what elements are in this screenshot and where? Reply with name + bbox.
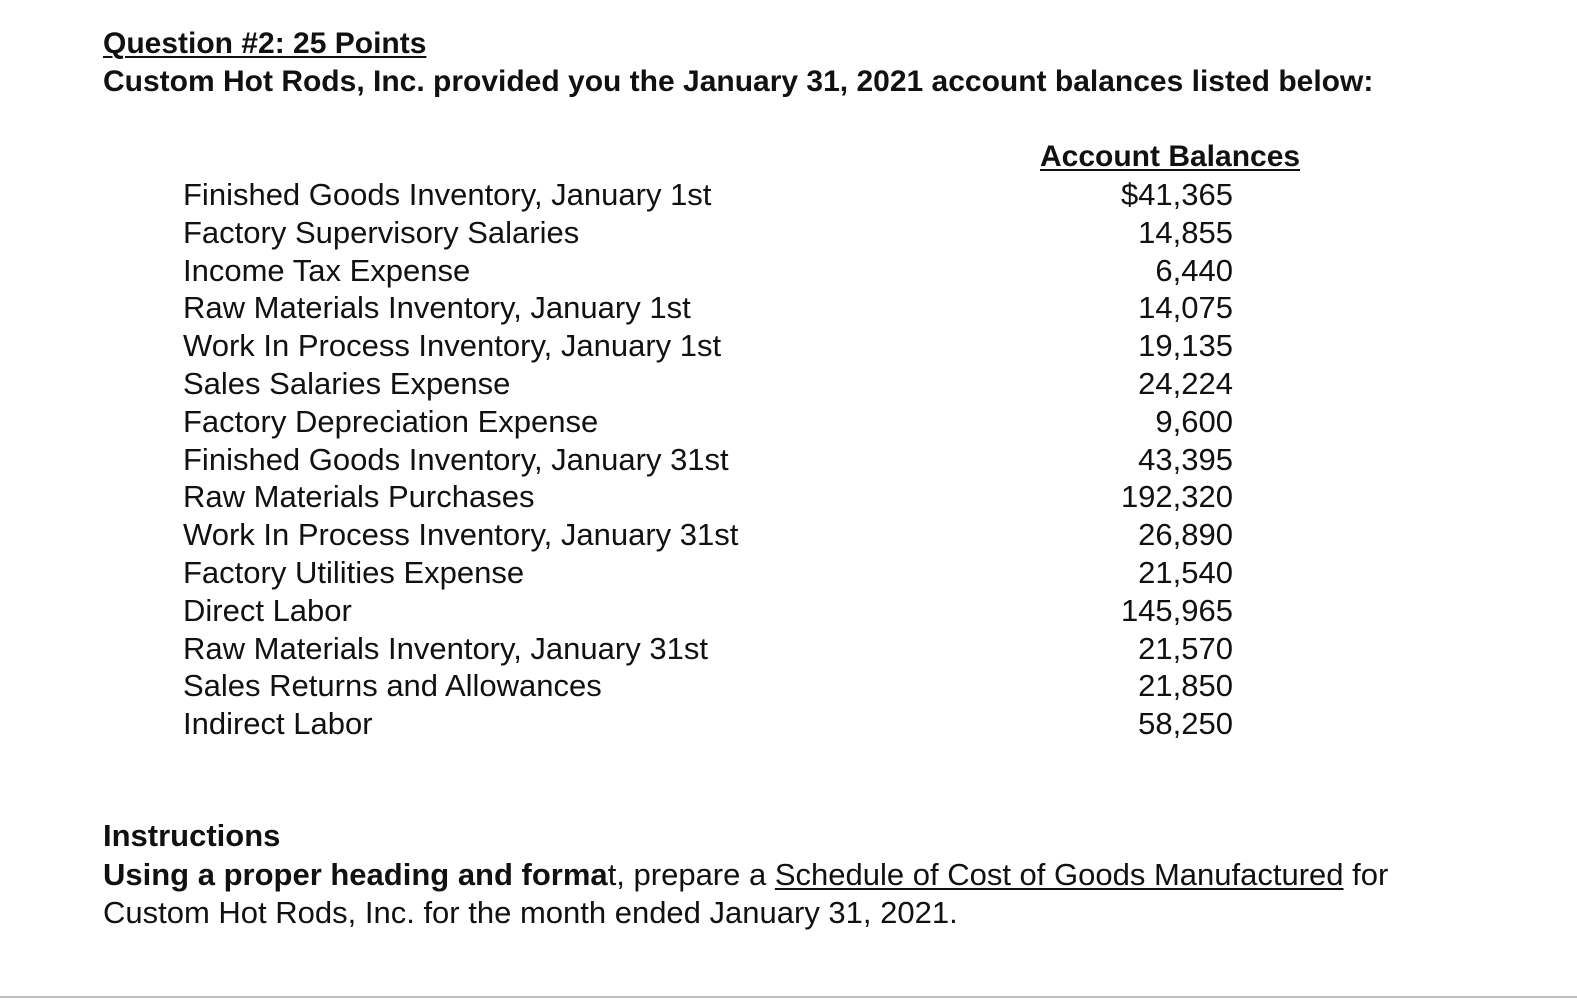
account-value: 21,850 — [1138, 668, 1233, 704]
instructions-line-1 — [103, 856, 1503, 894]
instructions-text-segment: for — [1343, 857, 1389, 892]
account-name: Income Tax Expense — [183, 252, 471, 288]
account-row — [183, 667, 1233, 705]
account-value: 19,135 — [1138, 328, 1233, 364]
instructions-text-segment: t, prepare a — [607, 857, 775, 892]
account-row — [183, 705, 1233, 743]
account-value: 192,320 — [1120, 479, 1233, 515]
account-value: 14,855 — [1138, 214, 1233, 250]
account-name: Factory Utilities Expense — [183, 554, 525, 590]
account-name: Direct Labor — [183, 592, 352, 628]
account-name: Work In Process Inventory, January 1st — [183, 328, 722, 364]
account-value: 24,224 — [1138, 365, 1233, 401]
account-name: Sales Salaries Expense — [183, 365, 511, 401]
account-name: Work In Process Inventory, January 31st — [183, 517, 739, 553]
account-row — [183, 403, 1233, 441]
account-list — [183, 176, 1233, 743]
account-row — [183, 478, 1233, 516]
bottom-divider — [0, 996, 1577, 998]
account-name: Raw Materials Inventory, January 1st — [183, 290, 691, 326]
account-row — [183, 327, 1233, 365]
account-value: 26,890 — [1138, 517, 1233, 553]
account-name: Raw Materials Inventory, January 31st — [183, 630, 708, 666]
account-row — [183, 554, 1233, 592]
account-value: 43,395 — [1138, 441, 1233, 477]
account-row — [183, 365, 1233, 403]
account-value: 9,600 — [1155, 403, 1233, 439]
account-row — [183, 289, 1233, 327]
instructions-text — [103, 856, 1503, 932]
account-value: 145,965 — [1120, 592, 1233, 628]
instructions-line-2: Custom Hot Rods, Inc. for the month ended January 31, 2021. — [103, 895, 958, 930]
account-name: Finished Goods Inventory, January 31st — [183, 441, 729, 477]
account-value: 6,440 — [1155, 252, 1233, 288]
schedule-title-underlined: Schedule of Cost of Goods Manufactured — [774, 857, 1344, 892]
account-row — [183, 592, 1233, 630]
account-value: $41,365 — [1120, 177, 1233, 212]
account-name: Factory Supervisory Salaries — [183, 214, 580, 250]
account-name: Indirect Labor — [183, 706, 373, 742]
intro-text: Custom Hot Rods, Inc. provided you the January 31, 2021 account balances listed below: — [103, 65, 1374, 98]
account-row — [183, 214, 1233, 252]
account-row — [183, 252, 1233, 290]
account-row — [183, 516, 1233, 554]
account-row — [183, 630, 1233, 668]
question-title: Question #2: 25 Points — [103, 27, 427, 60]
instructions-bold-text: Using a proper heading and forma — [103, 857, 608, 892]
account-name: Sales Returns and Allowances — [183, 668, 602, 704]
instructions-heading: Instructions — [103, 818, 281, 853]
account-name: Raw Materials Purchases — [183, 479, 535, 515]
account-value: 21,540 — [1138, 554, 1233, 590]
account-row — [183, 441, 1233, 479]
account-name: Factory Depreciation Expense — [183, 403, 599, 439]
account-value: 58,250 — [1138, 706, 1233, 742]
account-row — [183, 176, 1233, 214]
account-name: Finished Goods Inventory, January 1st — [183, 177, 712, 212]
account-value: 14,075 — [1138, 290, 1233, 326]
account-balances-header: Account Balances — [1040, 140, 1301, 173]
account-value: 21,570 — [1138, 630, 1233, 666]
